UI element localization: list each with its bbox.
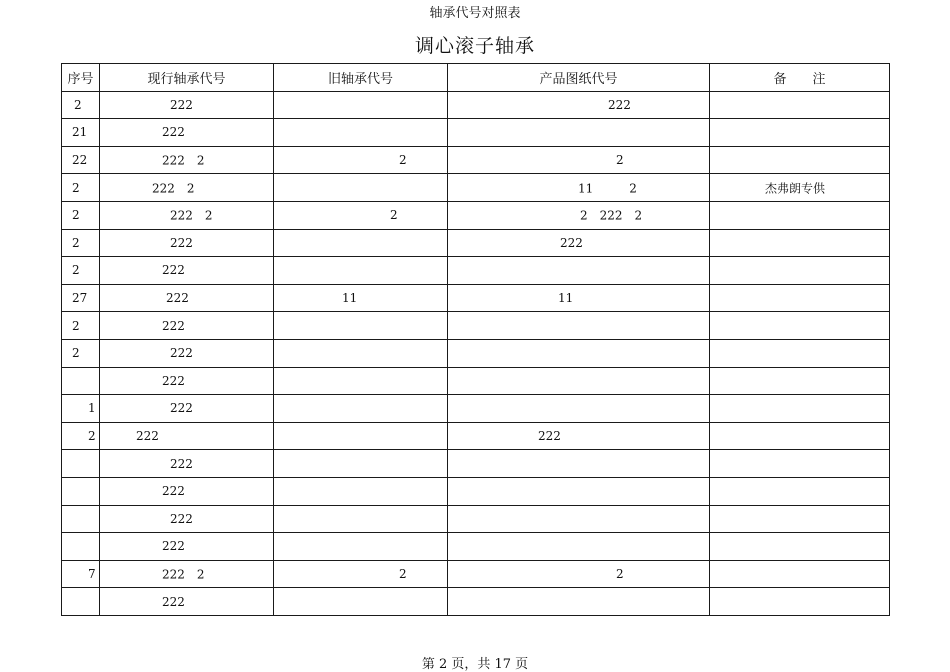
drawing-code-cell <box>448 201 710 229</box>
old-code-cell <box>274 146 448 174</box>
drawing-code-cell <box>448 533 710 561</box>
current-code-cell <box>100 367 274 395</box>
old-code-cell <box>274 533 448 561</box>
remarks-cell <box>710 229 890 257</box>
current-code-text: 222 2 <box>170 208 213 223</box>
current-code-cell <box>100 339 274 367</box>
table-row <box>62 284 890 312</box>
drawing-code-text: 2 <box>616 153 624 168</box>
seq-cell <box>62 174 100 202</box>
current-code-cell <box>100 422 274 450</box>
current-code-cell <box>100 174 274 202</box>
seq-cell <box>62 201 100 229</box>
current-code-cell <box>100 312 274 340</box>
seq-text: 2 <box>72 235 80 250</box>
current-code-cell <box>100 450 274 478</box>
remarks-cell <box>710 257 890 285</box>
header-remarks: 备 注 <box>710 64 890 92</box>
table-row <box>62 395 890 423</box>
current-code-text: 222 <box>162 484 185 499</box>
seq-cell <box>62 395 100 423</box>
header-row <box>62 64 890 92</box>
drawing-code-text: 222 <box>560 235 583 250</box>
drawing-code-cell <box>448 119 710 147</box>
seq-cell <box>62 450 100 478</box>
table-row <box>62 422 890 450</box>
drawing-code-cell <box>448 284 710 312</box>
page-header: 轴承代号对照表 <box>429 6 521 21</box>
seq-cell <box>62 119 100 147</box>
remarks-text: 杰弗朗专供 <box>765 181 826 196</box>
seq-cell <box>62 533 100 561</box>
current-code-text: 222 <box>162 373 185 388</box>
remarks-cell <box>710 339 890 367</box>
current-code-text: 222 <box>170 346 193 361</box>
remarks-cell <box>710 119 890 147</box>
seq-cell <box>62 367 100 395</box>
seq-cell <box>62 588 100 616</box>
drawing-code-cell <box>448 477 710 505</box>
current-code-text: 222 2 <box>162 153 205 168</box>
table-row <box>62 339 890 367</box>
current-code-text: 222 <box>162 539 185 554</box>
drawing-code-cell <box>448 560 710 588</box>
seq-text: 27 <box>72 291 88 306</box>
table-row <box>62 367 890 395</box>
drawing-code-cell <box>448 146 710 174</box>
old-code-cell <box>274 422 448 450</box>
seq-text: 7 <box>88 566 96 581</box>
seq-text: 2 <box>74 97 82 112</box>
remarks-cell <box>710 422 890 450</box>
table-row <box>62 477 890 505</box>
old-code-cell <box>274 367 448 395</box>
current-code-text: 222 <box>170 511 193 526</box>
seq-cell <box>62 312 100 340</box>
bearing-code-table <box>61 63 890 616</box>
seq-cell <box>62 422 100 450</box>
drawing-code-text: 2 222 2 <box>580 208 643 223</box>
seq-cell <box>62 505 100 533</box>
header-drawing-code: 产品图纸代号 <box>448 64 710 92</box>
remarks-cell <box>710 146 890 174</box>
old-code-cell <box>274 450 448 478</box>
current-code-cell <box>100 560 274 588</box>
seq-text: 1 <box>88 401 96 416</box>
old-code-cell <box>274 477 448 505</box>
seq-text: 2 <box>72 346 80 361</box>
old-code-text: 2 <box>390 208 398 223</box>
current-code-text: 222 <box>162 318 185 333</box>
current-code-text: 222 2 <box>162 567 205 582</box>
seq-text: 2 <box>72 180 80 195</box>
seq-text: 22 <box>72 153 88 168</box>
drawing-code-text: 11 <box>558 291 574 306</box>
remarks-cell <box>710 533 890 561</box>
old-code-cell <box>274 229 448 257</box>
remarks-cell <box>710 312 890 340</box>
table-row <box>62 119 890 147</box>
current-code-cell <box>100 201 274 229</box>
document-title: 调心滚子轴承 <box>414 35 535 57</box>
drawing-code-cell <box>448 450 710 478</box>
current-code-text: 222 <box>166 291 189 306</box>
drawing-code-cell <box>448 505 710 533</box>
old-code-text: 2 <box>399 566 407 581</box>
seq-text: 2 <box>88 429 96 444</box>
remarks-cell <box>710 174 890 202</box>
seq-cell <box>62 91 100 119</box>
remarks-cell <box>710 284 890 312</box>
table-row <box>62 312 890 340</box>
drawing-code-text: 222 <box>538 429 561 444</box>
table-row <box>62 229 890 257</box>
seq-text: 2 <box>72 208 80 223</box>
old-code-text: 2 <box>399 153 407 168</box>
table-row <box>62 257 890 285</box>
table-row <box>62 450 890 478</box>
seq-cell <box>62 477 100 505</box>
table-row <box>62 505 890 533</box>
current-code-cell <box>100 533 274 561</box>
current-code-text: 222 <box>162 125 185 140</box>
seq-cell <box>62 284 100 312</box>
old-code-cell <box>274 174 448 202</box>
current-code-cell <box>100 284 274 312</box>
drawing-code-cell <box>448 339 710 367</box>
table-row <box>62 560 890 588</box>
current-code-text: 222 <box>170 456 193 471</box>
old-code-cell <box>274 560 448 588</box>
current-code-text: 222 <box>170 401 193 416</box>
current-code-cell <box>100 146 274 174</box>
seq-cell <box>62 560 100 588</box>
current-code-text: 222 <box>136 429 159 444</box>
table-row <box>62 146 890 174</box>
old-code-cell <box>274 395 448 423</box>
old-code-text: 11 <box>342 291 358 306</box>
remarks-cell <box>710 367 890 395</box>
old-code-cell <box>274 312 448 340</box>
old-code-cell <box>274 91 448 119</box>
current-code-cell <box>100 257 274 285</box>
remarks-cell <box>710 560 890 588</box>
old-code-cell <box>274 284 448 312</box>
seq-cell <box>62 229 100 257</box>
old-code-cell <box>274 201 448 229</box>
current-code-cell <box>100 505 274 533</box>
table-row <box>62 588 890 616</box>
seq-text: 2 <box>72 318 80 333</box>
remarks-cell <box>710 91 890 119</box>
drawing-code-cell <box>448 229 710 257</box>
page-footer: 第 2 页，共 17 页 <box>421 657 529 672</box>
drawing-code-text: 2 <box>616 566 624 581</box>
drawing-code-cell <box>448 422 710 450</box>
current-code-text: 222 2 <box>152 181 195 196</box>
old-code-cell <box>274 505 448 533</box>
remarks-cell <box>710 201 890 229</box>
table-row <box>62 91 890 119</box>
header-old-code: 旧轴承代号 <box>274 64 448 92</box>
remarks-cell <box>710 450 890 478</box>
drawing-code-cell <box>448 257 710 285</box>
drawing-code-text: 11 2 <box>578 181 637 196</box>
old-code-cell <box>274 339 448 367</box>
table-row <box>62 533 890 561</box>
seq-text: 21 <box>72 125 88 140</box>
old-code-cell <box>274 119 448 147</box>
current-code-text: 222 <box>162 263 185 278</box>
current-code-cell <box>100 119 274 147</box>
seq-text: 2 <box>72 263 80 278</box>
seq-cell <box>62 339 100 367</box>
drawing-code-cell <box>448 174 710 202</box>
current-code-cell <box>100 588 274 616</box>
old-code-cell <box>274 588 448 616</box>
header-current-code: 现行轴承代号 <box>100 64 274 92</box>
header-seq: 序号 <box>62 64 100 92</box>
remarks-cell <box>710 477 890 505</box>
seq-cell <box>62 257 100 285</box>
current-code-cell <box>100 91 274 119</box>
current-code-cell <box>100 477 274 505</box>
old-code-cell <box>274 257 448 285</box>
current-code-text: 222 <box>170 97 193 112</box>
drawing-code-cell <box>448 367 710 395</box>
table-row <box>62 201 890 229</box>
drawing-code-cell <box>448 91 710 119</box>
drawing-code-cell <box>448 395 710 423</box>
drawing-code-cell <box>448 588 710 616</box>
drawing-code-text: 222 <box>608 97 631 112</box>
drawing-code-cell <box>448 312 710 340</box>
current-code-cell <box>100 229 274 257</box>
remarks-cell <box>710 588 890 616</box>
table-row <box>62 174 890 202</box>
seq-cell <box>62 146 100 174</box>
current-code-text: 222 <box>170 235 193 250</box>
remarks-cell <box>710 505 890 533</box>
current-code-cell <box>100 395 274 423</box>
current-code-text: 222 <box>162 594 185 609</box>
remarks-cell <box>710 395 890 423</box>
